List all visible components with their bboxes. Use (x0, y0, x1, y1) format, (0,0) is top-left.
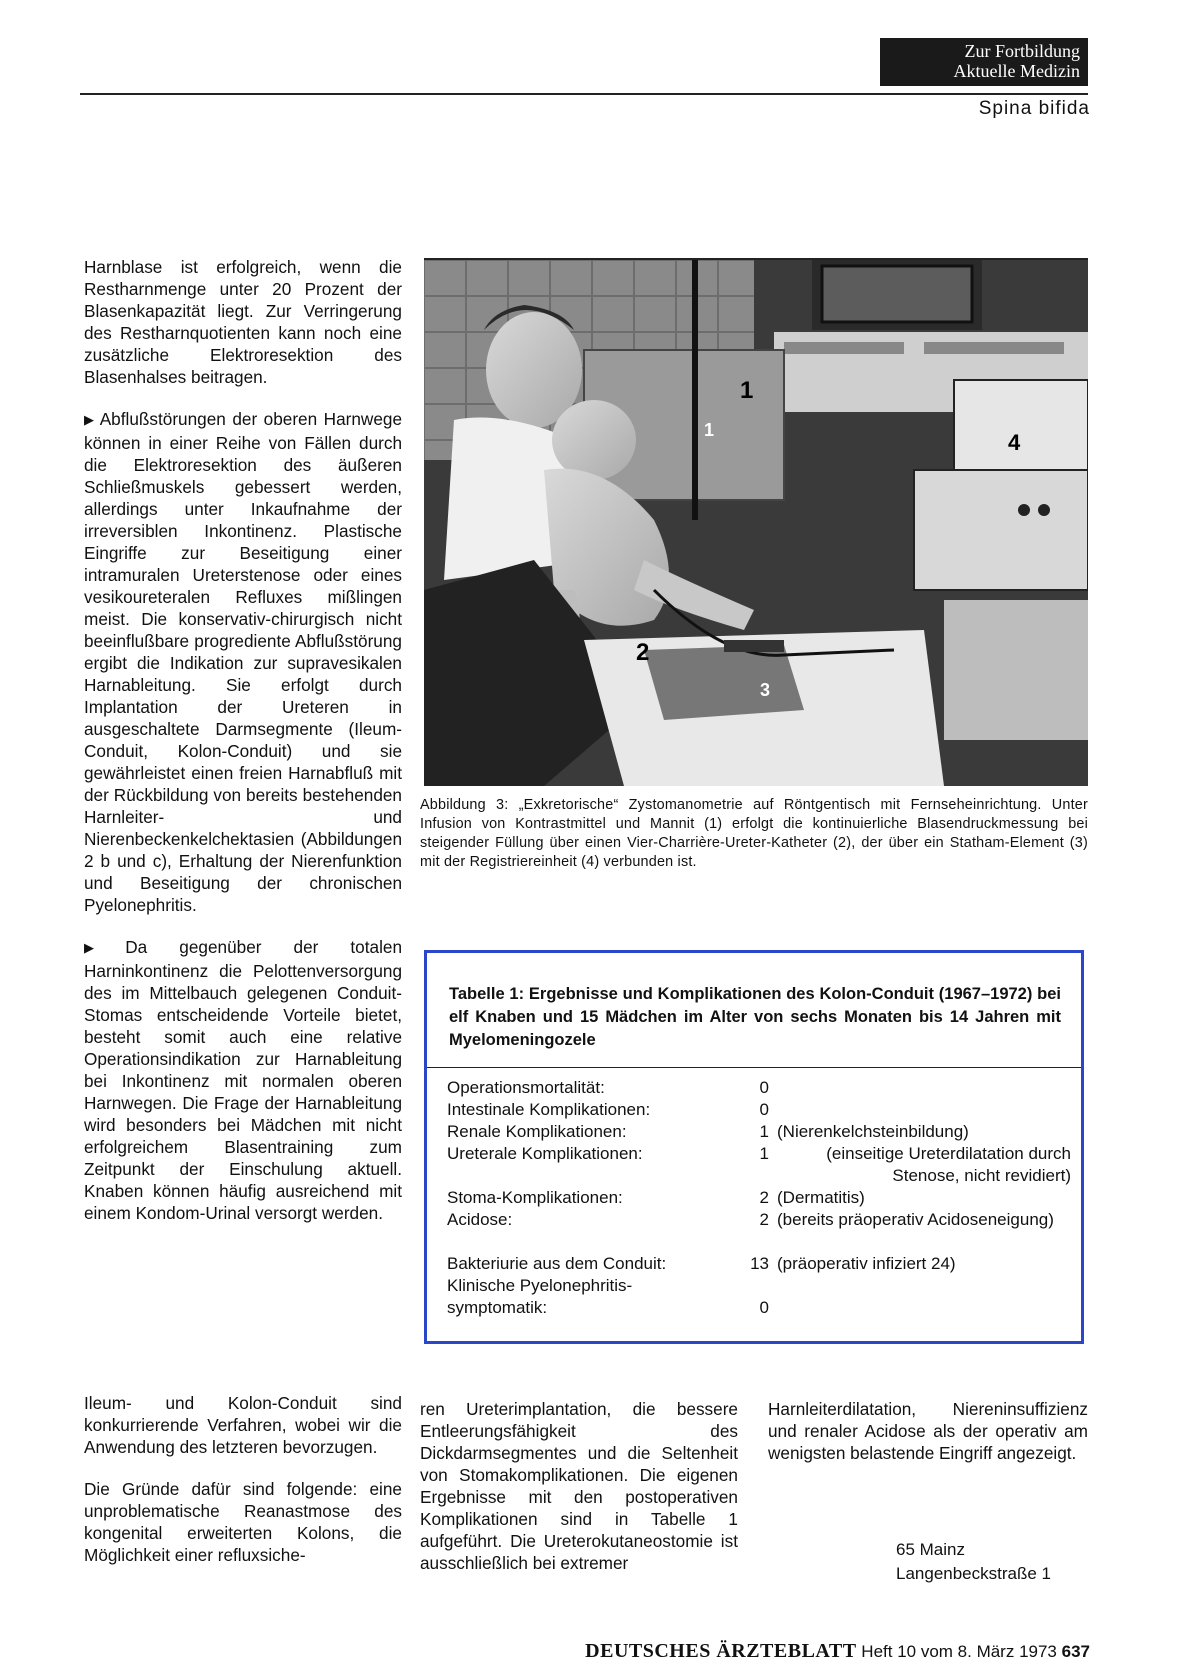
figure-label: 4 (1008, 430, 1021, 455)
table-note: (präoperativ infiziert 24) (777, 1254, 956, 1273)
table-note: (bereits präoperativ Acidoseneigung) (777, 1210, 1054, 1229)
paragraph: Harnblase ist erfolgreich, wenn die Restharnmenge unter 20 Prozent der Blasenkapazität liegt. Zur Verringerung des Restharnquotienten kann noch eine zusätzliche Elektroresektion des Blasenhalses beitragen. (84, 257, 402, 387)
page-footer (585, 1640, 1090, 1663)
badge-line-2: Aktuelle Medizin (953, 61, 1080, 81)
journal-name: DEUTSCHES ÄRZTEBLATT (585, 1640, 857, 1662)
middle-column (420, 1398, 738, 1594)
table-label: Acidose: (447, 1210, 513, 1229)
figure-caption: Abbildung 3: „Exkretorische“ Zystomanometrie auf Röntgentisch mit Fernseheinrichtung. Unter Infusion von Kontrastmittel und Mannit (1) erfolgt die kontinuierliche Blasendruckmessung bei steigender Füllung über einen Vier-Charrière-Ureter-Katheter (2), der über ein Statham-Element (3) mit der Registriereinheit (4) verbunden ist. (420, 797, 1088, 870)
issue-info: Heft 10 vom 8. März 1973 (861, 1642, 1057, 1661)
table-label: Operationsmortalität: (447, 1078, 605, 1097)
table-value: 13 (750, 1254, 769, 1273)
page-number: 637 (1061, 1642, 1090, 1661)
results-table (424, 950, 1084, 1344)
table-title: Tabelle 1: Ergebnisse und Komplikationen des Kolon-Conduit (1967–1972) bei elf Knaben und 15 Mädchen im Alter von sechs Monaten bis 14 Jahren mit Myelomeningozele (449, 985, 1061, 1049)
table-label: Renale Komplikationen: (447, 1122, 627, 1141)
table-value: 0 (759, 1078, 769, 1097)
paragraph (84, 936, 402, 1224)
table-value: 2 (759, 1188, 769, 1207)
paragraph: Ileum- und Kolon-Conduit sind konkurrierende Verfahren, wobei wir die Anwendung des letzteren bevorzugen. (84, 1393, 402, 1457)
table-label: Stoma-Komplikationen: (447, 1188, 623, 1207)
table-label: Bakteriurie aus dem Conduit: (447, 1254, 667, 1273)
figure-label: 1 (704, 420, 715, 440)
author-address (896, 1538, 1051, 1586)
table-rule (427, 1067, 1081, 1068)
table-value: 0 (759, 1298, 769, 1317)
table-value: 1 (759, 1122, 769, 1141)
table-label: Intestinale Komplikationen: (447, 1100, 651, 1119)
triangle-bullet-icon: ▶ (84, 412, 96, 427)
left-column-lower (84, 1392, 402, 1586)
figure-label: 2 (636, 639, 650, 666)
badge-line-1: Zur Fortbildung (964, 41, 1080, 61)
table-label: symptomatik: (447, 1298, 548, 1317)
table-note: (einseitige Ureterdilatation durch Stenose, nicht revidiert) (826, 1144, 1071, 1185)
figure-photo (424, 258, 1088, 786)
table-note: (Nierenkelchsteinbildung) (777, 1122, 969, 1141)
right-column (768, 1398, 1088, 1484)
paragraph (84, 408, 402, 916)
table-note: (Dermatitis) (777, 1188, 865, 1207)
table-label: Ureterale Komplikationen: (447, 1144, 643, 1163)
paragraph: ren Ureterimplantation, die bessere Entleerungsfähigkeit des Dickdarmsegmentes und die Seltenheit von Stomakomplikationen. Die eigenen Ergebnisse mit den postoperativen Komplikationen sind in Tabelle 1 aufgeführt. Die Ureterokutaneostomie ist ausschließlich bei extremer (420, 1399, 738, 1573)
figure-label: 3 (760, 680, 771, 700)
table-label: Klinische Pyelonephritis- (447, 1276, 633, 1295)
header-rule (80, 93, 1088, 95)
address-line: 65 Mainz (896, 1540, 965, 1559)
paragraph-text: Da gegenüber der totalen Harninkontinenz die Pelottenversorgung des im Mittelbauch gelegenen Conduit-Stomas entscheidende Vorteile bietet, besteht somit auch eine relative Operationsindikation zur Harnableitung bei Inkontinenz mit normalen oberen Harnwegen. Die Frage der Harnableitung wird besonders bei Mädchen mit nicht erfolgreichem Blasentraining zum Zeitpunkt der Einschulung aktuell. Knaben können häufig ausreichend mit einem Kondom-Urinal versorgt werden. (84, 937, 402, 1223)
paragraph: Die Gründe dafür sind folgende: eine unproblematische Reanastmose des kongenital erweiterten Kolons, die Möglichkeit einer refluxsiche- (84, 1479, 402, 1565)
table-value: 1 (759, 1144, 769, 1163)
figure-label: 1 (740, 377, 754, 404)
table-value: 2 (759, 1210, 769, 1229)
address-line: Langenbeckstraße 1 (896, 1564, 1051, 1583)
section-badge (880, 38, 1088, 86)
section-title: Spina bifida (978, 98, 1090, 119)
paragraph-text: Abflußstörungen der oberen Harnwege können in einer Reihe von Fällen durch die Elektroresektion des äußeren Schließmuskels gebessert werden, allerdings unter Inkaufnahme der irreversiblen Inkontinenz. Plastische Eingriffe zur Beseitigung einer intramuralen Ureterstenose oder eines vesikoureteralen Refluxes mißlingen meist. Die konservativ-chirurgisch nicht beeinflußbare progrediente Abflußstörung ergibt die Indikation zur supravesikalen Harnableitung. Sie erfolgt durch Implantation der Ureteren in ausgeschaltete Darmsegmente (Ileum-Conduit, Kolon-Conduit) und sie gewährleistet einen freien Harnabfluß mit der Rückbildung von bereits bestehenden Harnleiter- und Nierenbeckenkelchektasien (Abbildungen 2 b und c), Erhaltung der Nierenfunktion und Beseitigung der chronischen Pyelonephritis. (84, 409, 402, 915)
table-value: 0 (759, 1100, 769, 1119)
paragraph: Harnleiterdilatation, Niereninsuffizienz und renaler Acidose als der operativ am wenigsten belastende Eingriff angezeigt. (768, 1399, 1088, 1463)
triangle-bullet-icon: ▶ (84, 940, 122, 955)
photo-image (424, 260, 1088, 786)
left-column (84, 256, 402, 1244)
